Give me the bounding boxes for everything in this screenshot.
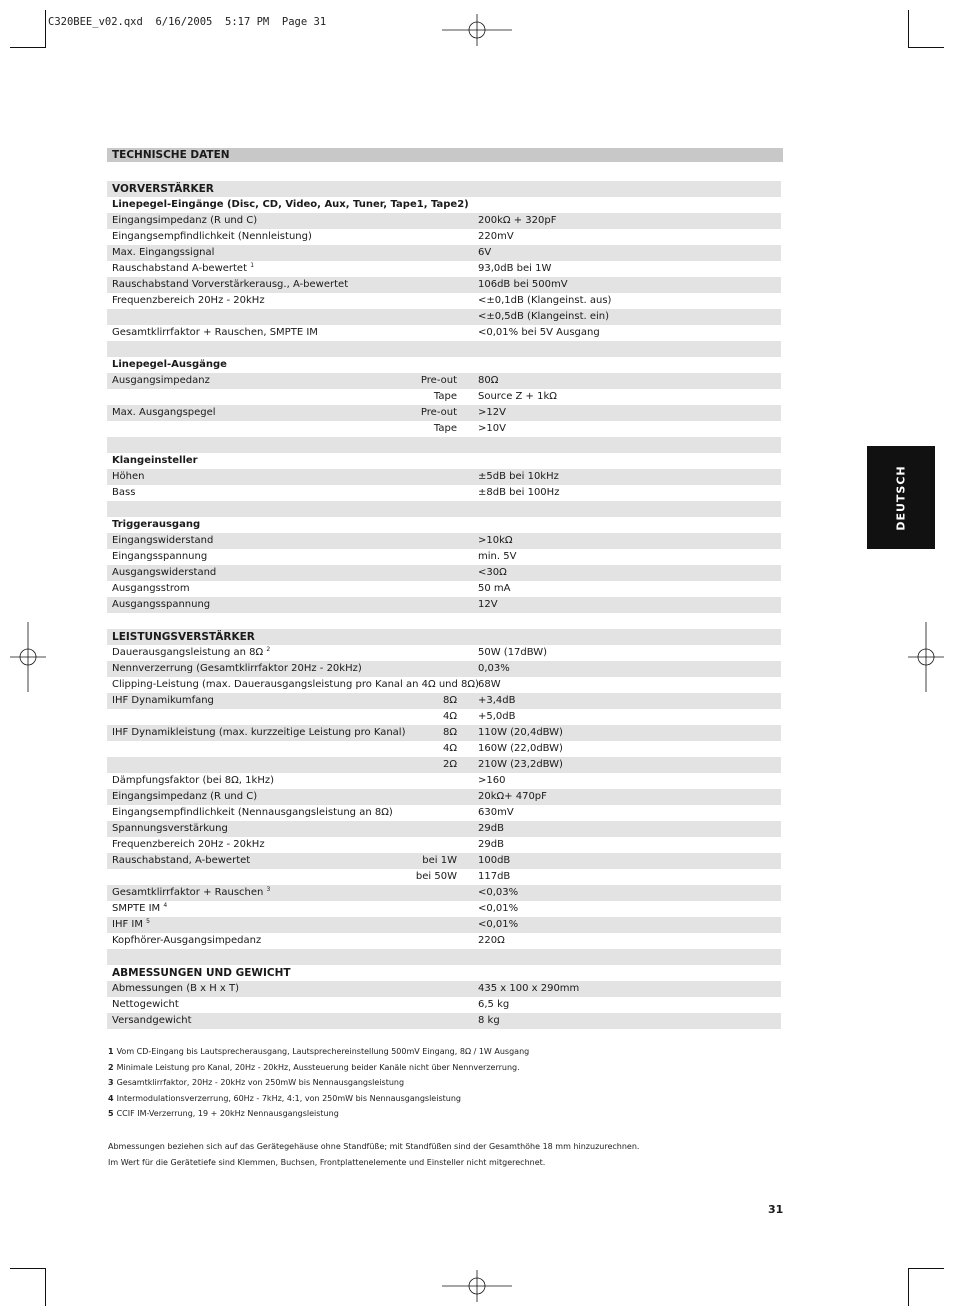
spec-row xyxy=(107,581,781,597)
spec-label: Spannungsverstärkung xyxy=(112,823,228,834)
spec-label: Max. Eingangssignal xyxy=(112,247,215,258)
spec-value: 6V xyxy=(478,247,492,258)
note-line: Im Wert für die Gerätetiefe sind Klemmen, Buchsen, Frontplattenelemente und Einsteller nicht mitgerechnet. xyxy=(108,1158,546,1167)
spec-value: min. 5V xyxy=(478,551,517,562)
spec-row xyxy=(107,325,781,341)
spec-value: 210W (23,2dBW) xyxy=(478,759,563,770)
footnote-text: Gesamtklirrfaktor, 20Hz - 20kHz von 250mW bis Nennausgangsleistung xyxy=(116,1078,405,1088)
spec-value: 435 x 100 x 290mm xyxy=(478,983,580,994)
spec-row xyxy=(107,261,781,277)
spec-condition: Tape xyxy=(433,423,457,434)
spec-row xyxy=(107,981,781,997)
crop-mark-top-left-v xyxy=(45,10,46,48)
spec-value: 20kΩ+ 470pF xyxy=(478,791,547,802)
spec-row xyxy=(107,757,781,773)
spec-condition: 8Ω xyxy=(442,695,457,706)
footnote-number: 4 xyxy=(108,1093,114,1103)
crop-mark-top-right-v xyxy=(908,10,909,48)
spec-value: 100dB xyxy=(478,855,511,866)
spec-row xyxy=(107,389,781,405)
spec-value: 8 kg xyxy=(478,1015,500,1026)
spec-value: 93,0dB bei 1W xyxy=(478,263,552,274)
spec-row xyxy=(107,709,781,725)
spec-value: >160 xyxy=(478,775,506,786)
section-header xyxy=(107,965,781,981)
spec-row xyxy=(107,677,781,693)
footnote-text: Intermodulationsverzerrung, 60Hz - 7kHz, 4:1, von 250mW bis Nennausgangsleistung xyxy=(116,1093,461,1103)
spec-value: 117dB xyxy=(478,871,511,882)
spec-label: Rauschabstand Vorverstärkerausg., A-bewertet xyxy=(112,279,349,290)
spec-row xyxy=(107,453,781,469)
spec-label: Kopfhörer-Ausgangsimpedanz xyxy=(112,935,262,946)
section-header xyxy=(107,629,781,645)
spec-label: Dauerausgangsleistung an 8Ω $^2$ xyxy=(112,646,271,658)
footnote-number: 1 xyxy=(108,1047,114,1056)
spacer-row xyxy=(107,613,781,629)
spec-value: 80Ω xyxy=(478,375,499,386)
spec-row xyxy=(107,853,781,869)
footnote-text: CCIF IM-Verzerrung, 19 + 20kHz Nennausgangsleistung xyxy=(116,1109,339,1119)
spec-label: ABMESSUNGEN UND GEWICHT xyxy=(112,967,291,979)
spec-value: 0,03% xyxy=(478,663,510,674)
spec-row xyxy=(107,645,781,661)
footnote-ref: 5 xyxy=(146,918,150,925)
spacer-row xyxy=(107,949,781,965)
spec-value: <0,01% bei 5V Ausgang xyxy=(478,327,600,338)
spec-value: 630mV xyxy=(478,807,514,818)
spec-row xyxy=(107,789,781,805)
spec-value: 200kΩ + 320pF xyxy=(478,215,557,226)
spec-row xyxy=(107,821,781,837)
spec-label: Clipping-Leistung (max. Dauerausgangsleistung pro Kanal an 4Ω und 8Ω) xyxy=(112,679,479,690)
footnote xyxy=(108,1046,808,1062)
registration-mark-left xyxy=(10,622,46,692)
file-slug: C320BEE_v02.qxd 6/16/2005 5:17 PM Page 31 xyxy=(48,16,327,28)
crop-mark-top-right-h xyxy=(908,47,944,48)
spec-value: 160W (22,0dBW) xyxy=(478,743,563,754)
spec-value: <30Ω xyxy=(478,567,507,578)
spec-label: Eingangsspannung xyxy=(112,551,208,562)
spec-label: Ausgangswiderstand xyxy=(112,567,217,578)
spec-table xyxy=(107,181,781,1029)
dimension-notes xyxy=(108,1141,808,1173)
spec-label: Eingangsimpedanz (R und C) xyxy=(112,791,258,802)
spec-value: 29dB xyxy=(478,839,504,850)
spec-condition: bei 1W xyxy=(422,855,457,866)
spec-row xyxy=(107,197,781,213)
spec-label: Ausgangsspannung xyxy=(112,599,211,610)
footnote xyxy=(108,1093,808,1109)
spec-row xyxy=(107,277,781,293)
spec-value: +3,4dB xyxy=(478,695,516,706)
spec-label: LEISTUNGSVERSTÄRKER xyxy=(112,631,255,643)
registration-mark-right xyxy=(908,622,944,692)
spec-label: Linepegel-Eingänge (Disc, CD, Video, Aux, Tuner, Tape1, Tape2) xyxy=(112,199,469,210)
spec-value: <±0,5dB (Klangeinst. ein) xyxy=(478,311,610,322)
spec-label: Versandgewicht xyxy=(112,1015,192,1026)
spec-row xyxy=(107,565,781,581)
spec-label: Ausgangsimpedanz xyxy=(112,375,210,386)
spec-row xyxy=(107,517,781,533)
spec-condition: 8Ω xyxy=(442,727,457,738)
crop-mark-top-left-h xyxy=(10,47,46,48)
footnote-ref: 3 xyxy=(266,886,271,893)
spec-value: >10kΩ xyxy=(478,535,513,546)
spec-row xyxy=(107,357,781,373)
footnote xyxy=(108,1062,808,1078)
spec-condition: Pre-out xyxy=(420,375,457,386)
footnote-number: 3 xyxy=(108,1078,114,1088)
spec-row xyxy=(107,469,781,485)
spacer-row xyxy=(107,501,781,517)
spec-row xyxy=(107,405,781,421)
spec-row xyxy=(107,837,781,853)
spec-label: Nettogewicht xyxy=(112,999,179,1010)
spec-row xyxy=(107,549,781,565)
spec-row xyxy=(107,773,781,789)
spec-condition: Tape xyxy=(433,391,457,402)
spec-row xyxy=(107,213,781,229)
spec-label: Eingangswiderstand xyxy=(112,535,214,546)
spec-row xyxy=(107,373,781,389)
spec-label: Eingangsempfindlichkeit (Nennausgangsleistung an 8Ω) xyxy=(112,807,393,818)
footnote-ref: 1 xyxy=(250,262,255,269)
spec-value: <0,01% xyxy=(478,903,519,914)
spec-row xyxy=(107,597,781,613)
spec-row xyxy=(107,229,781,245)
spec-label: Rauschabstand A-bewertet $^1$ xyxy=(112,262,255,274)
spec-value: <±0,1dB (Klangeinst. aus) xyxy=(478,295,612,306)
spec-row xyxy=(107,901,781,917)
spec-condition: 2Ω xyxy=(442,759,457,770)
spec-row xyxy=(107,293,781,309)
page-title: TECHNISCHE DATEN xyxy=(107,148,783,162)
registration-mark-top xyxy=(442,14,512,46)
spec-value: <0,01% xyxy=(478,919,519,930)
crop-mark-bottom-right-v xyxy=(908,1268,909,1306)
spec-row xyxy=(107,917,781,933)
spec-row xyxy=(107,997,781,1013)
spec-value: >10V xyxy=(478,423,506,434)
spacer-row xyxy=(107,341,781,357)
spec-value: Source Z + 1kΩ xyxy=(478,391,557,402)
spec-row xyxy=(107,1013,781,1029)
spec-value: 29dB xyxy=(478,823,504,834)
spec-value: 68W xyxy=(478,679,501,690)
spec-value: 220mV xyxy=(478,231,514,242)
spec-value: 220Ω xyxy=(478,935,505,946)
spec-row xyxy=(107,421,781,437)
spec-row xyxy=(107,309,781,325)
spec-label: Linepegel-Ausgänge xyxy=(112,359,227,370)
footnote-ref: 4 xyxy=(163,902,168,909)
spec-row xyxy=(107,933,781,949)
spec-condition: 4Ω xyxy=(442,743,457,754)
spec-label: Dämpfungsfaktor (bei 8Ω, 1kHz) xyxy=(112,775,274,786)
spec-condition: Pre-out xyxy=(420,407,457,418)
spec-label: Nennverzerrung (Gesamtklirrfaktor 20Hz - 20kHz) xyxy=(112,663,362,674)
crop-mark-bottom-left-h xyxy=(10,1268,46,1269)
spec-value: ±5dB bei 10kHz xyxy=(478,471,559,482)
page-number: 31 xyxy=(768,1203,784,1216)
spec-label: Bass xyxy=(112,487,136,498)
crop-mark-bottom-right-h xyxy=(908,1268,944,1269)
spec-row xyxy=(107,741,781,757)
spec-label: Rauschabstand, A-bewertet xyxy=(112,855,251,866)
spec-value: <0,03% xyxy=(478,887,519,898)
spec-row xyxy=(107,693,781,709)
crop-mark-bottom-left-v xyxy=(45,1268,46,1306)
spacer-row xyxy=(107,437,781,453)
footnote-text: Minimale Leistung pro Kanal, 20Hz - 20kHz, Aussteuerung beider Kanäle nicht über Nennverzerrung. xyxy=(116,1062,520,1072)
spec-condition: bei 50W xyxy=(415,871,457,882)
footnote xyxy=(108,1077,808,1093)
registration-mark-bottom xyxy=(442,1270,512,1302)
spec-label: IHF Dynamikumfang xyxy=(112,695,214,706)
footnote-ref: 2 xyxy=(266,646,271,653)
spec-label: Eingangsimpedanz (R und C) xyxy=(112,215,258,226)
spec-value: ±8dB bei 100Hz xyxy=(478,487,560,498)
spec-value: +5,0dB xyxy=(478,711,516,722)
spec-row xyxy=(107,485,781,501)
spec-label: Eingangsempfindlichkeit (Nennleistung) xyxy=(112,231,312,242)
spec-row xyxy=(107,245,781,261)
spec-row xyxy=(107,725,781,741)
spec-value: 106dB bei 500mV xyxy=(478,279,568,290)
spec-label: SMPTE IM $^4$ xyxy=(112,902,168,914)
footnote-number: 5 xyxy=(108,1109,114,1119)
spec-row xyxy=(107,805,781,821)
spec-row xyxy=(107,533,781,549)
spec-row xyxy=(107,885,781,901)
language-tab-label: DEUTSCH xyxy=(894,464,908,531)
spec-label: Klangeinsteller xyxy=(112,455,198,466)
spec-value: 50W (17dBW) xyxy=(478,647,548,658)
spec-value: 50 mA xyxy=(478,583,511,594)
spec-label: Max. Ausgangspegel xyxy=(112,407,216,418)
note-line: Abmessungen beziehen sich auf das Gerätegehäuse ohne Standfüße; mit Standfüßen sind der Gesamthöhe 18 mm hinzuzurechnen. xyxy=(108,1142,640,1151)
spec-label: VORVERSTÄRKER xyxy=(112,183,214,195)
footnote-text: Vom CD-Eingang bis Lautsprecherausgang, Lautsprechereinstellung 500mV Eingang, 8Ω / 1W Ausgang xyxy=(116,1047,530,1056)
spec-label: Ausgangsstrom xyxy=(112,583,190,594)
language-tab xyxy=(867,446,935,549)
spec-label: IHF Dynamikleistung (max. kurzzeitige Leistung pro Kanal) xyxy=(112,727,406,738)
spec-label: Abmessungen (B x H x T) xyxy=(112,983,240,994)
spec-label: Gesamtklirrfaktor + Rauschen $^3$ xyxy=(112,886,271,898)
footnote xyxy=(108,1108,808,1124)
spec-value: 12V xyxy=(478,599,498,610)
spec-label: Frequenzbereich 20Hz - 20kHz xyxy=(112,839,265,850)
spec-value: >12V xyxy=(478,407,506,418)
spec-row xyxy=(107,869,781,885)
spec-value: 6,5 kg xyxy=(478,999,510,1010)
spec-row xyxy=(107,661,781,677)
footnotes xyxy=(108,1046,808,1124)
spec-value: 110W (20,4dBW) xyxy=(478,727,563,738)
spec-label: IHF IM $^5$ xyxy=(112,918,150,930)
spec-label: Frequenzbereich 20Hz - 20kHz xyxy=(112,295,265,306)
spec-condition: 4Ω xyxy=(442,711,457,722)
spec-label: Höhen xyxy=(112,471,145,482)
spec-label: Triggerausgang xyxy=(112,519,201,530)
section-header xyxy=(107,181,781,197)
footnote-number: 2 xyxy=(108,1062,114,1072)
spec-label: Gesamtklirrfaktor + Rauschen, SMPTE IM xyxy=(112,327,318,338)
